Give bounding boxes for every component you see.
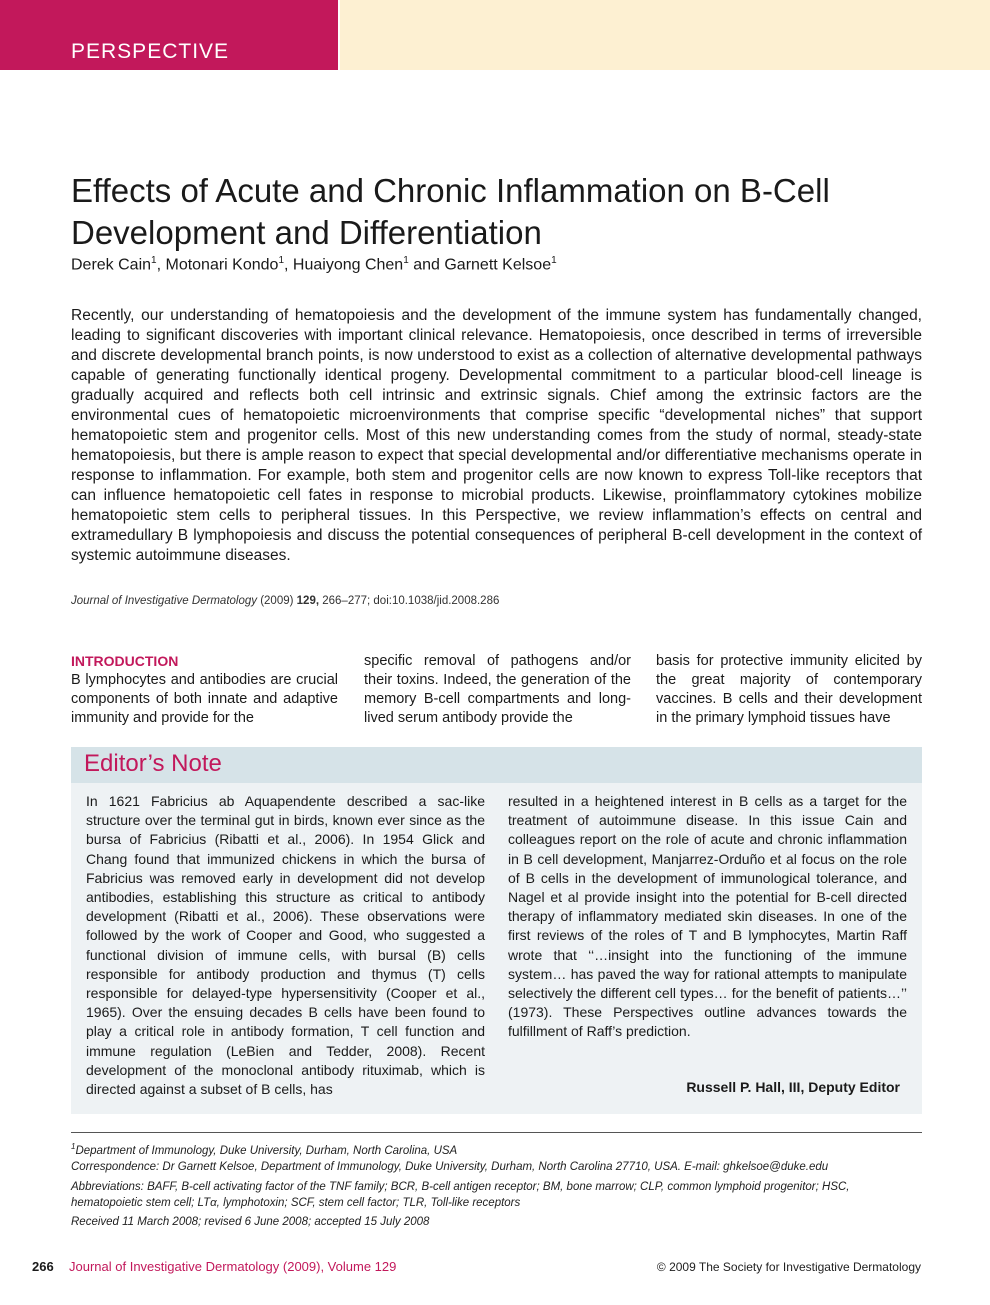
author-affiliation-mark: 1 [551,255,557,266]
section-label: PERSPECTIVE [71,40,230,63]
author-affiliation-mark: 1 [151,255,157,266]
citation-year: (2009) [257,595,297,607]
footnote-received: Received 11 March 2008; revised 6 June 2008; accepted 15 July 2008 [71,1216,430,1228]
intro-heading: INTRODUCTION [71,653,179,669]
author-name: Motonari Kondo [165,256,279,274]
intro-column-2: specific removal of pathogens and/or their toxins. Indeed, the generation of the memory B-cell compartments and long-lived serum antibody provide the [364,653,631,726]
author-affiliation-mark: 1 [278,255,285,266]
intro-column-1 [71,652,338,728]
intro-column-3: basis for protective immunity elicited by the great majority of contemporary vaccines. B cells and their development in the primary lymphoid tissues have [656,653,922,726]
editors-note-column-2: resulted in a heightened interest in B cells as a target for the treatment of autoimmune disease. In this issue Cain and colleagues report on the role of acute and chronic inflammation in B cell development, Manjarrez-Orduño et al focus on the role of B cells in the development of immunological tolerance, and Nagel et al provide insight into the potential for B-cell directed therapy of inflammatory mediated skin diseases. In one of the first reviews of the roles of T and B lymphocytes, Martin Raff wrote that ‘‘…insight into the functioning of the immune system… has paved the way for rational attempts to manipulate selectively the different cell types… for the benefit of patients…’’ (1973). These Perspectives outline advances towards the fulfillment of Raff’s prediction. [508,793,907,1040]
citation-line [71,595,499,607]
author-separator: and [408,256,445,274]
footnote-affiliation-mark: 1 [71,1142,76,1151]
footnote-affiliation-text: Department of Immunology, Duke University, Durham, North Carolina, USA [75,1144,458,1157]
citation-pages-doi: 266–277; doi:10.1038/jid.2008.286 [319,595,500,607]
footer-journal: Journal of Investigative Dermatology (2009), Volume 129 [69,1259,397,1274]
editors-note-signature: Russell P. Hall, III, Deputy Editor [686,1079,900,1095]
author-affiliation-mark: 1 [403,255,409,266]
footnote-abbreviations: Abbreviations: BAFF, B-cell activating factor of the TNF family; BCR, B-cell antigen receptor; BM, bone marrow; CLP, common lymphoid progenitor; HSC, hematopoietic stem cell; LTα, lymphotoxin; SCF, stem cell factor; TLR, Toll-like receptors [71,1181,850,1209]
author-separator: , [156,256,166,274]
page-number: 266 [32,1259,54,1274]
editors-note-title: Editor’s Note [84,750,222,777]
article-title: Effects of Acute and Chronic Inflammation on B-Cell Development and Differentiation [71,172,830,251]
footnote-affiliation [71,1139,922,1159]
footnote-correspondence: Correspondence: Dr Garnett Kelsoe, Department of Immunology, Duke University, Durham, North Carolina 27710, USA. E-mail: ghkelsoe@duke.edu [71,1161,829,1173]
author-name: Derek Cain [71,256,152,274]
banner-cream-block [340,0,990,70]
citation-volume: 129, [296,595,320,607]
author-list [71,255,557,274]
intro-text-1: B lymphocytes and antibodies are crucial components of both innate and adaptive immunity and provide for the [71,672,338,726]
author-name: Huaiyong Chen [292,256,404,274]
citation-journal: Journal of Investigative Dermatology [71,595,258,607]
author-name: Garnett Kelsoe [444,256,552,274]
footer-copyright: © 2009 The Society for Investigative Dermatology [656,1260,921,1274]
author-separator: , [284,256,293,274]
abstract: Recently, our understanding of hematopoiesis and the development of the immune system has fundamentally changed, leading to significant discoveries with important clinical relevance. Hematopoiesis, once described in terms of irreversible and discrete developmental branch points, is now understood to exist as a collection of alternative developmental pathways capable of generating functionally identical progeny. Developmental commitment to a particular blood-cell lineage is gradually acquired and reflects both cell intrinsic and extrinsic signals. Chief among the extrinsic factors are the environmental cues of hematopoietic microenvironments that comprise specific “developmental niches” that support hematopoietic stem and progenitor cells. Most of this new understanding comes from the study of normal, steady-state hematopoiesis, but there is ample reason to expect that special developmental and/or differentiative mechanisms operate in response to inflammation. For example, both stem and progenitor cells are now known to express Toll-like receptors that can influence hematopoietic cell fates in response to microbial products. Likewise, proinflammatory cytokines mobilize hematopoietic stem cells to peripheral tissues. In this Perspective, we review inflammation’s effects on central and extramedullary B lymphopoiesis and discuss the potential consequences of peripheral B-cell development in the context of systemic autoimmune diseases. [71,307,922,564]
editors-note-column-1: In 1621 Fabricius ab Aquapendente described a sac-like structure over the terminal gut in birds, known ever since as the bursa of Fabricius (Ribatti et al., 2006). In 1954 Glick and Chang found that immunized chickens in which the bursa of Fabricius was removed early in development did not develop antibodies, establishing this structure as critical to antibody development (Ribatti et al., 2006). These observations were followed by the work of Cooper and Good, who suggested a functional division of immune cells, with bursal (B) cells responsible for antibody production and thymus (T) cells responsible for delayed-type hypersensitivity (Cooper et al., 1965). Over the ensuing decades B cells have been found to play a critical role in antibody formation, T cell function and immune regulation (LeBien and Tedder, 2008). Recent development of the monoclonal antibody rituximab, which is directed against a subset of B cells, has [86,793,485,1098]
footnote-divider [71,1132,922,1133]
